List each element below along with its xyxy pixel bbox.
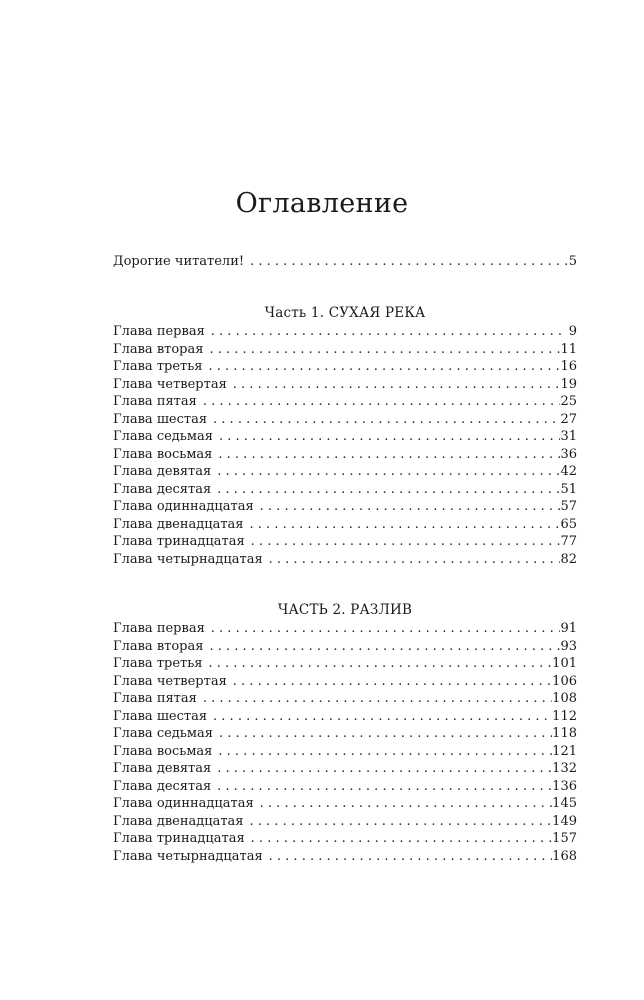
toc-entry xyxy=(113,428,577,446)
dot-leader xyxy=(263,551,561,569)
toc-entry-label: Дорогие читатели! xyxy=(113,254,245,269)
dot-leader xyxy=(211,760,552,778)
dot-leader xyxy=(205,323,567,341)
toc-part-1 xyxy=(113,303,577,568)
dot-leader xyxy=(212,743,552,761)
dot-leader xyxy=(211,463,560,481)
toc-entry-page: 118 xyxy=(552,726,577,741)
toc-entry-page: 112 xyxy=(552,708,577,724)
toc-entry xyxy=(113,481,577,499)
toc-entry-page: 108 xyxy=(552,691,577,706)
toc-entry xyxy=(113,690,577,708)
toc-entry-label: Глава тринадцатая xyxy=(113,534,245,549)
dot-leader xyxy=(245,533,561,551)
dot-leader xyxy=(203,655,553,673)
toc-entry xyxy=(113,743,577,761)
dot-leader xyxy=(197,393,561,411)
toc-entry xyxy=(113,778,577,796)
toc-entry xyxy=(113,323,577,341)
toc-entry-page: 91 xyxy=(560,621,577,636)
toc-entry-label: Глава одиннадцатая xyxy=(113,499,254,514)
dot-leader xyxy=(211,481,560,499)
toc-entry-label: Глава четвертая xyxy=(113,376,227,392)
dot-leader xyxy=(244,253,567,271)
toc-entry-label: Глава четырнадцатая xyxy=(113,551,263,567)
toc-entry-page: 51 xyxy=(560,481,577,497)
toc-entry xyxy=(113,411,577,429)
toc-entry xyxy=(113,620,577,638)
toc-entry-page: 11 xyxy=(560,341,577,357)
toc-entry xyxy=(113,533,577,551)
toc-entry-page: 157 xyxy=(552,831,577,846)
toc-intro xyxy=(113,253,577,271)
toc-entry-page: 145 xyxy=(552,796,577,811)
toc-entry-page: 42 xyxy=(560,464,577,479)
toc-entry xyxy=(113,393,577,411)
part-title: Часть 1. СУХАЯ РЕКА xyxy=(264,305,426,321)
toc-entry xyxy=(113,551,577,569)
toc-entry xyxy=(113,498,577,516)
dot-leader xyxy=(213,725,552,743)
toc-entry xyxy=(113,848,577,866)
toc-entry-label: Глава одиннадцатая xyxy=(113,796,254,811)
toc-entry xyxy=(113,446,577,464)
toc-entry xyxy=(113,830,577,848)
dot-leader xyxy=(227,376,561,394)
toc-entry xyxy=(113,638,577,656)
toc-entry-label: Глава восьмая xyxy=(113,446,213,462)
toc-entry xyxy=(113,708,577,726)
toc-entry-label: Глава восьмая xyxy=(113,743,213,759)
toc-entry-label: Глава вторая xyxy=(113,341,204,357)
toc-entry-page: 9 xyxy=(568,324,577,339)
toc-entry-label: Глава третья xyxy=(113,359,203,374)
toc-entry-label: Глава пятая xyxy=(113,691,197,706)
dot-leader xyxy=(211,778,552,796)
dot-leader xyxy=(244,813,553,831)
toc-entry-page: 93 xyxy=(560,638,577,654)
toc-entry-label: Глава вторая xyxy=(113,638,204,654)
toc-entry xyxy=(113,376,577,394)
toc-entry xyxy=(113,813,577,831)
toc-part-2 xyxy=(113,600,577,865)
toc-entry-label: Глава десятая xyxy=(113,481,212,497)
toc-entry-page: 121 xyxy=(552,743,577,759)
toc-entry-page: 31 xyxy=(560,429,577,444)
toc-entry-page: 136 xyxy=(552,778,577,794)
toc-entry xyxy=(113,463,577,481)
dot-leader xyxy=(244,516,561,534)
toc-entry-label: Глава двенадцатая xyxy=(113,813,244,829)
toc-entry-label: Глава первая xyxy=(113,621,205,636)
toc-entry-page: 57 xyxy=(560,499,577,514)
toc-entry-page: 101 xyxy=(552,656,577,671)
dot-leader xyxy=(212,446,560,464)
dot-leader xyxy=(213,428,561,446)
dot-leader xyxy=(254,795,553,813)
toc-entry xyxy=(113,725,577,743)
dot-leader xyxy=(263,848,553,866)
toc-entry xyxy=(113,673,577,691)
dot-leader xyxy=(203,638,560,656)
dot-leader xyxy=(245,830,553,848)
toc-entry-label: Глава пятая xyxy=(113,394,197,409)
toc-entry-label: Глава первая xyxy=(113,324,205,339)
dot-leader xyxy=(203,358,561,376)
toc-entry-label: Глава девятая xyxy=(113,464,212,479)
toc-entry-page: 19 xyxy=(560,376,577,392)
dot-leader xyxy=(205,620,561,638)
toc-entry-label: Глава девятая xyxy=(113,761,212,776)
toc-entry-label: Глава шестая xyxy=(113,708,208,724)
toc-entry-label: Глава третья xyxy=(113,656,203,671)
toc-entry-page: 106 xyxy=(552,673,577,689)
dot-leader xyxy=(207,411,560,429)
toc-entry-label: Глава шестая xyxy=(113,411,208,427)
toc-entry-page: 149 xyxy=(552,813,577,829)
toc-entry xyxy=(113,760,577,778)
toc-entry xyxy=(113,253,577,271)
toc-entry xyxy=(113,516,577,534)
dot-leader xyxy=(203,341,560,359)
part-title: ЧАСТЬ 2. РАЗЛИВ xyxy=(277,602,413,618)
toc-entry xyxy=(113,341,577,359)
page-title: Оглавление xyxy=(235,188,409,219)
chapter-list xyxy=(113,323,577,568)
toc-entry-page: 25 xyxy=(560,394,577,409)
toc-entry xyxy=(113,358,577,376)
dot-leader xyxy=(227,673,552,691)
toc-entry-label: Глава четвертая xyxy=(113,673,227,689)
dot-leader xyxy=(197,690,552,708)
toc-entry-label: Глава тринадцатая xyxy=(113,831,245,846)
toc-entry-page: 168 xyxy=(552,848,577,864)
toc-entry-label: Глава четырнадцатая xyxy=(113,848,263,864)
toc-entry-page: 5 xyxy=(568,254,577,269)
toc-entry-page: 16 xyxy=(560,359,577,374)
dot-leader xyxy=(207,708,552,726)
toc-entry-label: Глава седьмая xyxy=(113,429,213,444)
toc-entry-label: Глава десятая xyxy=(113,778,212,794)
toc-entry xyxy=(113,655,577,673)
toc-entry-page: 82 xyxy=(560,551,577,567)
chapter-list xyxy=(113,620,577,865)
toc-entry-label: Глава седьмая xyxy=(113,726,213,741)
toc-entry xyxy=(113,795,577,813)
toc-entry-page: 65 xyxy=(560,516,577,532)
toc-entry-page: 36 xyxy=(560,446,577,462)
toc-entry-page: 27 xyxy=(560,411,577,427)
toc-entry-page: 132 xyxy=(552,761,577,776)
toc-entry-label: Глава двенадцатая xyxy=(113,516,244,532)
toc-entry-page: 77 xyxy=(560,534,577,549)
dot-leader xyxy=(254,498,561,516)
